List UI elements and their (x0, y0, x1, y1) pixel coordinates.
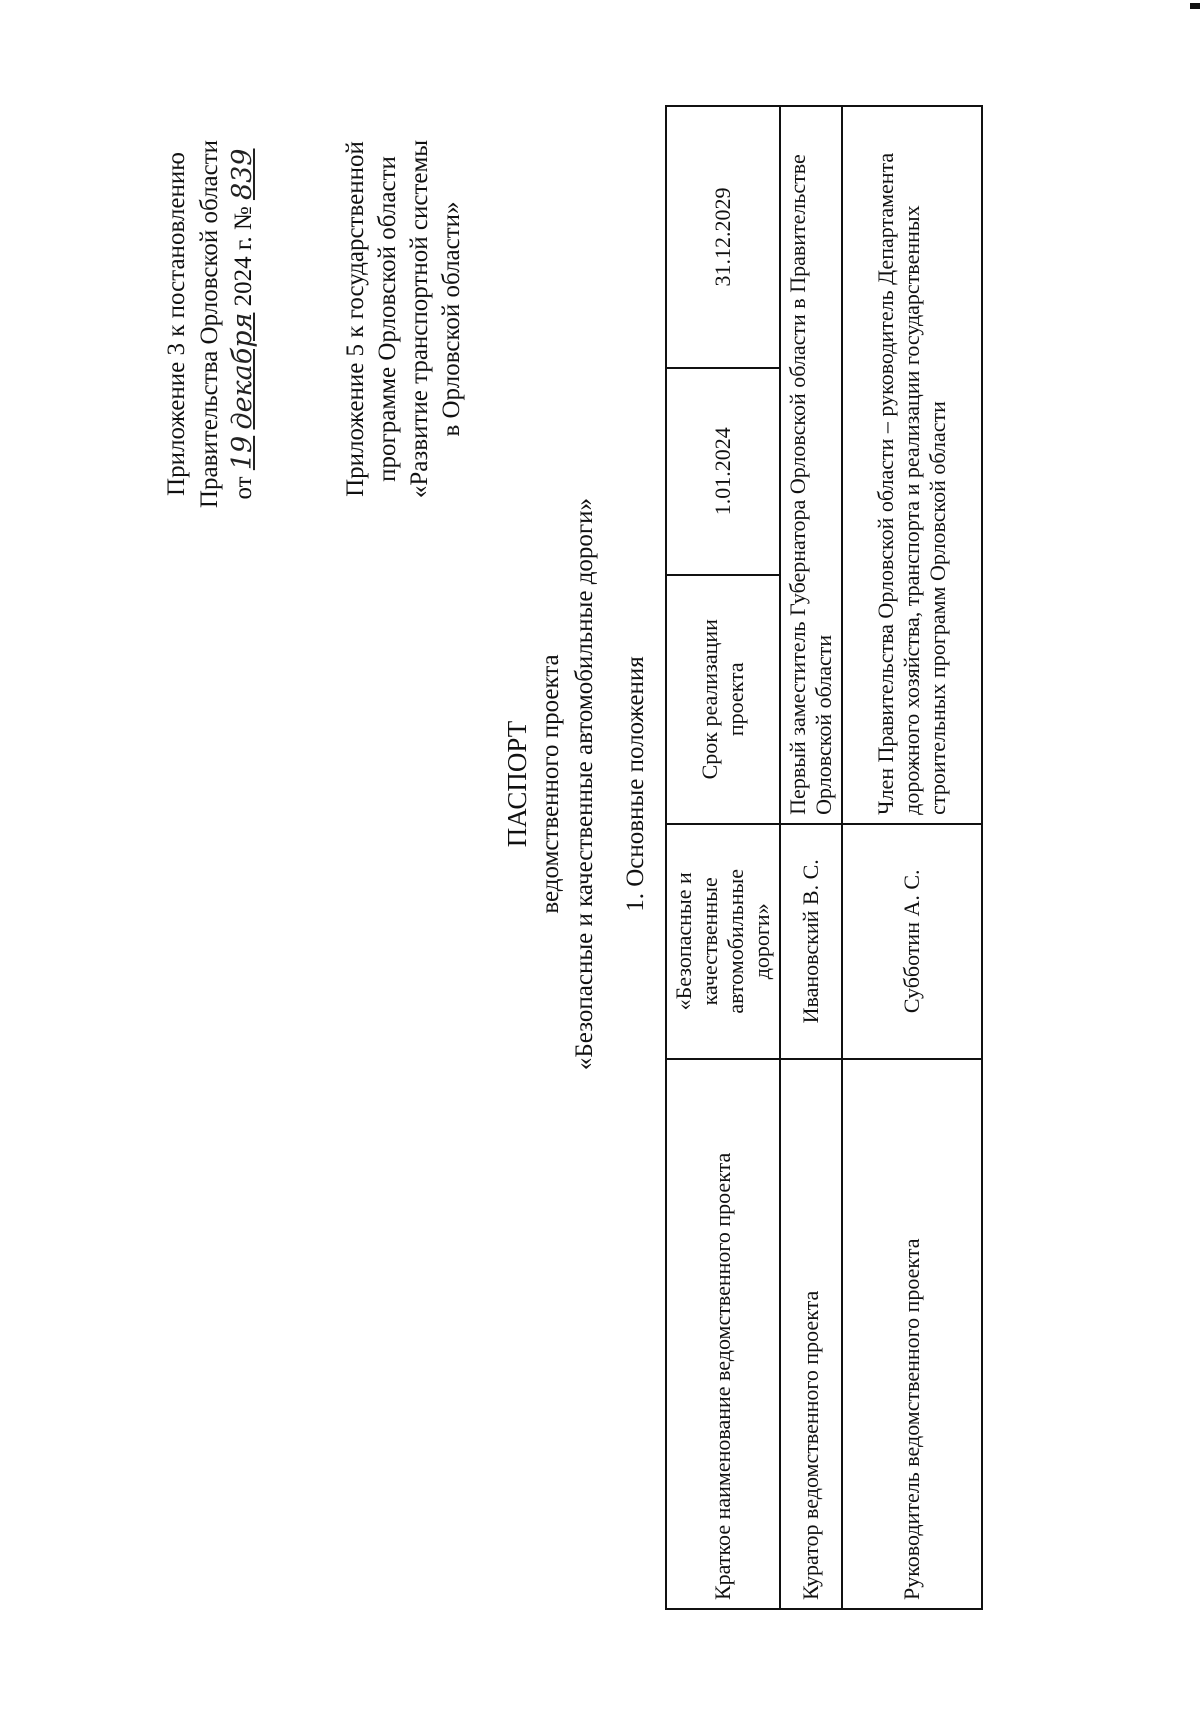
scan-corner-mark (1190, 3, 1200, 9)
term-label: Срок реализации проекта (666, 575, 780, 824)
appendix-date-line (226, 119, 260, 529)
date-year: 2024 г. № (230, 206, 257, 307)
term-end: 31.12.2029 (666, 106, 780, 368)
handwritten-day: 19 (227, 435, 258, 471)
table-row (666, 106, 780, 1609)
program-line-3: «Развитие транспортной системы (406, 139, 433, 499)
main-provisions-table (665, 105, 983, 1610)
handwritten-month: декабря (227, 312, 258, 430)
title-subtitle: ведомственного проекта (537, 654, 564, 914)
document-title (500, 334, 602, 1234)
short-name-label: Краткое наименование ведомственного проекта (666, 1059, 780, 1609)
appendix-header (160, 119, 260, 529)
title-passport: ПАСПОРТ (502, 720, 532, 848)
term-start: 1.01.2024 (666, 368, 780, 575)
head-position: Член Правительства Орловской области – руководитель Департамента дорожного хозяйства, транспорта и реализации государственных строительных программ Орловской области (842, 106, 982, 824)
appendix-line-2: Правительства Орловской области (196, 139, 223, 509)
head-name: Субботин А. С. (842, 824, 982, 1059)
curator-label: Куратор ведомственного проекта (780, 1059, 842, 1609)
handwritten-number: 839 (227, 148, 258, 201)
table-row (780, 106, 842, 1609)
program-line-2: программе Орловской области (374, 156, 401, 482)
table-row (842, 106, 982, 1609)
curator-position: Первый заместитель Губернатора Орловской области в Правительстве Орловской области (780, 106, 842, 824)
program-line-4: в Орловской области» (438, 201, 465, 437)
appendix-line-1: Приложение 3 к постановлению (163, 152, 190, 496)
head-label: Руководитель ведомственного проекта (842, 1059, 982, 1609)
curator-name: Ивановский В. С. (780, 824, 842, 1059)
program-line-1: Приложение 5 к государственной (342, 141, 369, 497)
program-appendix (340, 114, 468, 524)
date-prefix: от (230, 476, 257, 500)
section-heading: 1. Основные положения (622, 656, 649, 912)
short-name-value: «Безопасные и качественные автомобильные дороги» (666, 824, 780, 1059)
title-project-name: «Безопасные и качественные автомобильные дороги» (571, 497, 598, 1071)
